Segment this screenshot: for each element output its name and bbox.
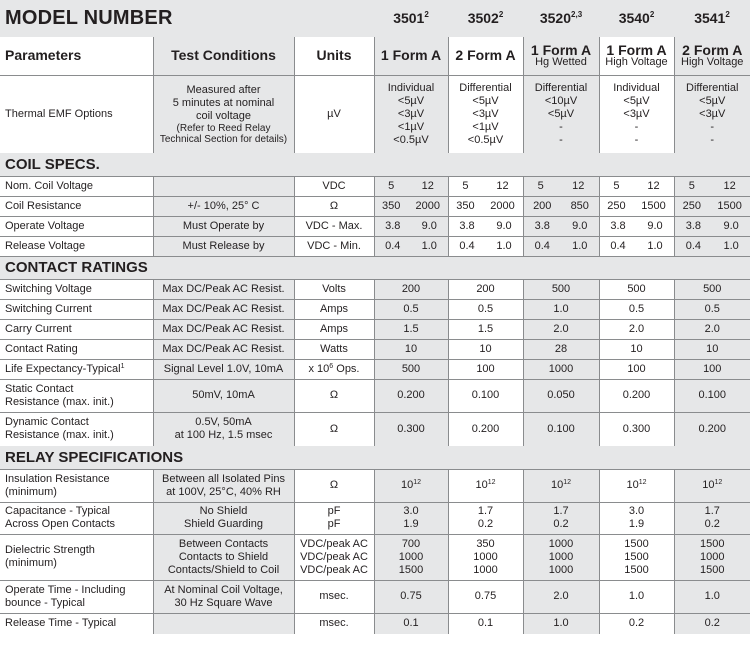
life-expectancy-condition: Signal Level 1.0V, 10mA [153, 359, 294, 379]
header-type-3541: 2 Form A High Voltage [674, 37, 750, 75]
contact-value: 10 [448, 339, 523, 359]
operate-time-value: 1.0 [599, 580, 674, 613]
capacitance-value: 3.0 1.9 [599, 502, 674, 534]
contact-value: 200 [374, 279, 448, 299]
contact-parameter: Switching Voltage [0, 279, 153, 299]
insulation-parameter: Insulation Resistance (minimum) [0, 469, 153, 502]
insulation-condition: Between all Isolated Pins at 100V, 25°C, 40% RH [153, 469, 294, 502]
coil-row [0, 196, 750, 216]
header-type-3501: 1 Form A [374, 37, 448, 75]
dynamic-resistance-value: 0.200 [448, 412, 523, 446]
static-resistance-condition: 50mV, 10mA [153, 379, 294, 412]
thermal-emf-row [0, 75, 750, 153]
contact-unit: Amps [294, 299, 374, 319]
static-resistance-unit: Ω [294, 379, 374, 412]
header-test-conditions: Test Conditions [153, 37, 294, 75]
coil-value: 350 2000 [448, 196, 523, 216]
dynamic-resistance-unit: Ω [294, 412, 374, 446]
dielectric-value: 1500 1000 1500 [674, 534, 750, 580]
dynamic-resistance-value: 0.300 [599, 412, 674, 446]
coil-value: 0.4 1.0 [374, 236, 448, 256]
operate-time-value: 0.75 [448, 580, 523, 613]
coil-value: 0.4 1.0 [523, 236, 599, 256]
life-expectancy-parameter: Life Expectancy-Typical$^1$ [0, 359, 153, 379]
contact-value: 2.0 [674, 319, 750, 339]
dielectric-condition: Between Contacts Contacts to Shield Contacts/Shield to Coil [153, 534, 294, 580]
operate-time-condition: At Nominal Coil Voltage, 30 Hz Square Wave [153, 580, 294, 613]
operate-time-row [0, 580, 750, 613]
contact-value: 10 [674, 339, 750, 359]
capacitance-row [0, 502, 750, 534]
insulation-unit: Ω [294, 469, 374, 502]
thermal-emf-3501: Individual <5µV <3µV <1µV <0.5µV [374, 75, 448, 153]
static-resistance-value: 0.100 [448, 379, 523, 412]
release-time-value: 0.1 [448, 613, 523, 634]
coil-row [0, 216, 750, 236]
contact-condition: Max DC/Peak AC Resist. [153, 319, 294, 339]
release-time-value: 0.2 [599, 613, 674, 634]
capacitance-value: 1.7 0.2 [448, 502, 523, 534]
coil-value: 200 850 [523, 196, 599, 216]
dielectric-unit: VDC/peak AC VDC/peak AC VDC/peak AC [294, 534, 374, 580]
coil-row [0, 176, 750, 196]
release-time-condition [153, 613, 294, 634]
contact-condition: Max DC/Peak AC Resist. [153, 339, 294, 359]
contact-value: 200 [448, 279, 523, 299]
model-3540: 3540$^2$ [618, 10, 655, 26]
contact-row [0, 299, 750, 319]
dielectric-value: 350 1000 1000 [448, 534, 523, 580]
contact-value: 500 [599, 279, 674, 299]
contact-value: 500 [523, 279, 599, 299]
insulation-value: $10^{12}$ [448, 469, 523, 502]
capacitance-value: 3.0 1.9 [374, 502, 448, 534]
capacitance-value: 1.7 0.2 [674, 502, 750, 534]
dielectric-value: 1500 1500 1500 [599, 534, 674, 580]
coil-unit: VDC - Min. [294, 236, 374, 256]
header-type-3520: 1 Form A Hg Wetted [523, 37, 599, 75]
contact-unit: Amps [294, 319, 374, 339]
capacitance-condition: No Shield Shield Guarding [153, 502, 294, 534]
static-resistance-value: 0.100 [674, 379, 750, 412]
release-time-unit: msec. [294, 613, 374, 634]
coil-value: 3.8 9.0 [599, 216, 674, 236]
relay-specs-title: RELAY SPECIFICATIONS [0, 446, 750, 469]
contact-value: 10 [374, 339, 448, 359]
contact-value: 1.0 [523, 299, 599, 319]
coil-value: 0.4 1.0 [599, 236, 674, 256]
release-time-value: 0.1 [374, 613, 448, 634]
coil-value: 3.8 9.0 [448, 216, 523, 236]
coil-value: 5 12 [523, 176, 599, 196]
life-expectancy-value: 100 [674, 359, 750, 379]
contact-value: 10 [599, 339, 674, 359]
static-resistance-parameter: Static Contact Resistance (max. init.) [0, 379, 153, 412]
dielectric-parameter: Dielectric Strength (minimum) [0, 534, 153, 580]
contact-value: 1.5 [448, 319, 523, 339]
dielectric-row [0, 534, 750, 580]
coil-parameter: Coil Resistance [0, 196, 153, 216]
static-resistance-row [0, 379, 750, 412]
coil-specs-section-row [0, 153, 750, 176]
release-time-row [0, 613, 750, 634]
coil-specs-title: COIL SPECS. [0, 153, 750, 176]
operate-time-value: 2.0 [523, 580, 599, 613]
contact-value: 1.5 [374, 319, 448, 339]
contact-condition: Max DC/Peak AC Resist. [153, 279, 294, 299]
thermal-emf-condition: Measured after 5 minutes at nominal coil voltage (Refer to Reed Relay Technical Section for details) [153, 75, 294, 153]
model-3541: 3541$^2$ [694, 10, 730, 26]
coil-value: 3.8 9.0 [374, 216, 448, 236]
contact-value: 0.5 [374, 299, 448, 319]
life-expectancy-value: 1000 [523, 359, 599, 379]
coil-parameter: Release Voltage [0, 236, 153, 256]
thermal-emf-3502: Differential <5µV <3µV <1µV <0.5µV [448, 75, 523, 153]
coil-value: 5 12 [674, 176, 750, 196]
thermal-emf-parameter: Thermal EMF Options [5, 107, 113, 120]
life-expectancy-value: 500 [374, 359, 448, 379]
relay-specs-section-row [0, 446, 750, 469]
insulation-value: $10^{12}$ [523, 469, 599, 502]
coil-row [0, 236, 750, 256]
coil-parameter: Operate Voltage [0, 216, 153, 236]
thermal-emf-3540: Individual <5µV <3µV - - [599, 75, 674, 153]
capacitance-unit: pF pF [294, 502, 374, 534]
coil-value: 250 1500 [599, 196, 674, 216]
static-resistance-value: 0.200 [374, 379, 448, 412]
contact-parameter: Switching Current [0, 299, 153, 319]
coil-unit: VDC - Max. [294, 216, 374, 236]
contact-unit: Watts [294, 339, 374, 359]
static-resistance-value: 0.050 [523, 379, 599, 412]
contact-unit: Volts [294, 279, 374, 299]
coil-unit: Ω [294, 196, 374, 216]
operate-time-parameter: Operate Time - Including bounce - Typical [0, 580, 153, 613]
thermal-emf-3541: Differential <5µV <3µV - - [674, 75, 750, 153]
coil-unit: VDC [294, 176, 374, 196]
life-expectancy-unit: x $10^6$ Ops. [294, 359, 374, 379]
insulation-value: $10^{12}$ [374, 469, 448, 502]
contact-value: 0.5 [599, 299, 674, 319]
contact-value: 2.0 [523, 319, 599, 339]
insulation-row [0, 469, 750, 502]
coil-condition: Must Release by [153, 236, 294, 256]
header-type-3540: 1 Form A High Voltage [599, 37, 674, 75]
coil-value: 3.8 9.0 [523, 216, 599, 236]
header-units: Units [294, 37, 374, 75]
contact-condition: Max DC/Peak AC Resist. [153, 299, 294, 319]
life-expectancy-row [0, 359, 750, 379]
life-expectancy-value: 100 [599, 359, 674, 379]
thermal-emf-unit: µV [294, 75, 374, 153]
model-number-title: MODEL NUMBER [5, 7, 173, 29]
static-resistance-value: 0.200 [599, 379, 674, 412]
contact-value: 28 [523, 339, 599, 359]
capacitance-value: 1.7 0.2 [523, 502, 599, 534]
contact-value: 0.5 [448, 299, 523, 319]
coil-value: 3.8 9.0 [674, 216, 750, 236]
dielectric-value: 1000 1000 1000 [523, 534, 599, 580]
header-parameters: Parameters [0, 37, 153, 75]
coil-value: 5 12 [374, 176, 448, 196]
contact-row [0, 339, 750, 359]
dynamic-resistance-parameter: Dynamic Contact Resistance (max. init.) [5, 416, 114, 442]
model-3502: 3502$^2$ [467, 10, 504, 26]
release-time-value: 1.0 [523, 613, 599, 634]
model-3501: 3501$^2$ [393, 10, 429, 26]
model-number-row [0, 0, 750, 37]
coil-value: 5 12 [448, 176, 523, 196]
coil-condition: Must Operate by [153, 216, 294, 236]
release-time-value: 0.2 [674, 613, 750, 634]
coil-condition: +/- 10%, 25° C [153, 196, 294, 216]
dielectric-value: 700 1000 1500 [374, 534, 448, 580]
release-time-parameter: Release Time - Typical [5, 617, 117, 630]
column-header-row [0, 37, 750, 75]
operate-time-unit: msec. [294, 580, 374, 613]
contact-value: 2.0 [599, 319, 674, 339]
coil-value: 0.4 1.0 [448, 236, 523, 256]
dynamic-resistance-value: 0.200 [674, 412, 750, 446]
coil-value: 0.4 1.0 [674, 236, 750, 256]
model-3520: 3520$^{2,3}$ [539, 10, 583, 26]
header-type-3502: 2 Form A [448, 37, 523, 75]
coil-value: 5 12 [599, 176, 674, 196]
operate-time-value: 0.75 [374, 580, 448, 613]
contact-ratings-title: CONTACT RATINGS [0, 256, 750, 279]
coil-parameter: Nom. Coil Voltage [0, 176, 153, 196]
coil-value: 350 2000 [374, 196, 448, 216]
contact-parameter: Contact Rating [0, 339, 153, 359]
contact-row [0, 279, 750, 299]
dynamic-resistance-value: 0.100 [523, 412, 599, 446]
operate-time-value: 1.0 [674, 580, 750, 613]
life-expectancy-value: 100 [448, 359, 523, 379]
contact-row [0, 319, 750, 339]
contact-value: 500 [674, 279, 750, 299]
contact-value: 0.5 [674, 299, 750, 319]
capacitance-parameter: Capacitance - Typical Across Open Contacts [0, 502, 153, 534]
coil-condition [153, 176, 294, 196]
contact-ratings-section-row [0, 256, 750, 279]
dynamic-resistance-value: 0.300 [374, 412, 448, 446]
insulation-value: $10^{12}$ [599, 469, 674, 502]
contact-parameter: Carry Current [0, 319, 153, 339]
insulation-value: $10^{12}$ [674, 469, 750, 502]
dynamic-resistance-row [0, 412, 750, 446]
thermal-emf-3520: Differential <10µV <5µV - - [523, 75, 599, 153]
coil-value: 250 1500 [674, 196, 750, 216]
dynamic-resistance-condition: 0.5V, 50mA at 100 Hz, 1.5 msec [153, 412, 294, 446]
